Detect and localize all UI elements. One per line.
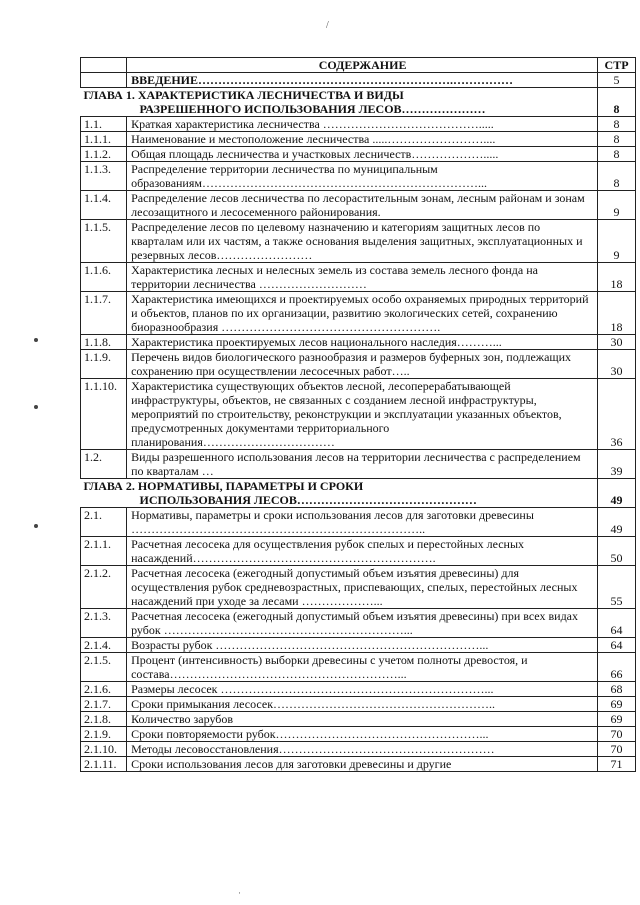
toc-row <box>81 566 636 609</box>
toc-chapter-row <box>81 88 636 117</box>
toc-row-page: 70 <box>598 727 636 742</box>
toc-row-number: 1.1.9. <box>81 350 127 379</box>
toc-row-title: Сроки повторяемости рубок……………………………………………... <box>127 727 598 742</box>
toc-row <box>81 220 636 263</box>
toc-chapter-title <box>81 88 598 117</box>
chapter-title-line-2: РАЗРЕШЕННОГО ИСПОЛЬЗОВАНИЯ ЛЕСОВ………………… <box>139 102 486 116</box>
toc-row-page: 39 <box>598 450 636 479</box>
toc-row <box>81 263 636 292</box>
toc-row-page: 68 <box>598 682 636 697</box>
toc-row-page: 36 <box>598 379 636 450</box>
toc-row <box>81 697 636 712</box>
toc-row-title: Возрасты рубок …………………………………………………………... <box>127 638 598 653</box>
toc-row-title: Количество зарубов <box>127 712 598 727</box>
toc-row-number: 1.1. <box>81 117 127 132</box>
toc-row-number: 1.1.5. <box>81 220 127 263</box>
toc-row-number: 2.1.7. <box>81 697 127 712</box>
chapter-title-line-2: ИСПОЛЬЗОВАНИЯ ЛЕСОВ……………………………………… <box>139 493 477 507</box>
toc-row-title: Распределение территории лесничества по муниципальным образованиям……………………………………………………………... <box>127 162 598 191</box>
toc-chapter-title <box>81 479 598 508</box>
toc-row-title: Распределение лесов по целевому назначению и категориям защитных лесов по кварталам или их частям, а также основания выделения защитных, эксплуатационных и резервных лесов…………………… <box>127 220 598 263</box>
toc-row <box>81 450 636 479</box>
toc-row-title: Характеристика имеющихся и проектируемых особо охраняемых природных территорий и объектов, планов по их организации, развитию экологических сетей, сохранению биоразнообразия ………………………………………………. <box>127 292 598 335</box>
toc-header-row <box>81 58 636 73</box>
toc-row-title: Характеристика лесных и нелесных земель из состава земель лесного фонда на территории лесничества ……………………… <box>127 263 598 292</box>
toc-row-page: 64 <box>598 609 636 638</box>
toc-row-title: Краткая характеристика лесничества …………………………………..... <box>127 117 598 132</box>
page-column-header: СТР <box>598 58 636 73</box>
toc-row <box>81 191 636 220</box>
toc-row-number: 2.1.9. <box>81 727 127 742</box>
toc-row-page: 55 <box>598 566 636 609</box>
toc-row-number: 2.1.5. <box>81 653 127 682</box>
toc-row <box>81 335 636 350</box>
toc-row-number: 2.1.4. <box>81 638 127 653</box>
toc-row-number: 2.1.3. <box>81 609 127 638</box>
toc-row <box>81 162 636 191</box>
toc-title: СОДЕРЖАНИЕ <box>127 58 598 73</box>
margin-dot <box>34 405 38 409</box>
toc-row-number: 2.1.1. <box>81 537 127 566</box>
toc-chapter-row <box>81 479 636 508</box>
toc-row <box>81 653 636 682</box>
toc-row <box>81 742 636 757</box>
toc-row-number: 1.1.10. <box>81 379 127 450</box>
toc-row-number: 1.1.3. <box>81 162 127 191</box>
toc-row-page: 5 <box>598 73 636 88</box>
toc-row-page: 9 <box>598 191 636 220</box>
toc-row <box>81 727 636 742</box>
toc-row-page: 8 <box>598 147 636 162</box>
toc-row-title: Распределение лесов лесничества по лесорастительным зонам, лесным районам и зонам лесозащитного и лесосеменного районирования. <box>127 191 598 220</box>
toc-row-page: 49 <box>598 508 636 537</box>
toc-row-title: Сроки использования лесов для заготовки древесины и другие <box>127 757 598 772</box>
toc-row <box>81 147 636 162</box>
toc-row-page: 70 <box>598 742 636 757</box>
toc-row-title: Сроки примыкания лесосек……………………………………………….. <box>127 697 598 712</box>
toc-row-page: 30 <box>598 350 636 379</box>
toc-row-number: 1.2. <box>81 450 127 479</box>
margin-dot <box>34 524 38 528</box>
toc-row-page: 69 <box>598 697 636 712</box>
toc-row <box>81 350 636 379</box>
toc-row <box>81 292 636 335</box>
toc-row-title: Расчетная лесосека (ежегодный допустимый объем изъятия древесины) при всех видах рубок ……………………………………………………... <box>127 609 598 638</box>
toc-row-title: Наименование и местоположение лесничества .....…………………….... <box>127 132 598 147</box>
chapter-title-line-1: ГЛАВА 1. ХАРАКТЕРИСТИКА ЛЕСНИЧЕСТВА И ВИДЫ <box>83 88 404 102</box>
toc-row-title: Характеристика проектируемых лесов национального наследия………... <box>127 335 598 350</box>
toc-row-title: Процент (интенсивность) выборки древесины с учетом полноты древостоя, и состава…………………………………………………... <box>127 653 598 682</box>
toc-row-number: 1.1.1. <box>81 132 127 147</box>
toc-row-page: 69 <box>598 712 636 727</box>
toc-row-number: 2.1. <box>81 508 127 537</box>
toc-row-number <box>81 73 127 88</box>
chapter-title-line-1: ГЛАВА 2. НОРМАТИВЫ, ПАРАМЕТРЫ И СРОКИ <box>83 479 364 493</box>
toc-row-number: 2.1.2. <box>81 566 127 609</box>
toc-row-title: Расчетная лесосека (ежегодный допустимый объем изъятия древесины) для осуществления рубок средневозрастных, приспевающих, спелых, перестойных лесных насаждений при уходе за лесами ………………... <box>127 566 598 609</box>
margin-dot <box>34 338 38 342</box>
scan-mark-bottom: · <box>238 888 241 898</box>
toc-row <box>81 682 636 697</box>
toc-row-page: 49 <box>598 479 636 508</box>
toc-row-number: 1.1.4. <box>81 191 127 220</box>
toc-row <box>81 712 636 727</box>
toc-row <box>81 117 636 132</box>
toc-row-page: 9 <box>598 220 636 263</box>
toc-row <box>81 757 636 772</box>
toc-row-number: 1.1.6. <box>81 263 127 292</box>
toc-row <box>81 537 636 566</box>
toc-row-title: Виды разрешенного использования лесов на территории лесничества с распределением по кварталам … <box>127 450 598 479</box>
toc-row-number: 1.1.7. <box>81 292 127 335</box>
toc-row <box>81 132 636 147</box>
table-of-contents <box>80 57 636 772</box>
toc-row-number: 2.1.10. <box>81 742 127 757</box>
toc-row-title: Перечень видов биологического разнообразия и размеров буферных зон, подлежащих сохранению при осуществлении лесосечных работ….. <box>127 350 598 379</box>
toc-row-title: Характеристика существующих объектов лесной, лесоперерабатывающей инфраструктуры, объектов, не связанных с созданием лесной инфраструктуры, мероприятий по строительству, реконструкции и эксплуатации указанных объектов, предусмотренных документами территориального планирования…………………………… <box>127 379 598 450</box>
toc-row-page: 71 <box>598 757 636 772</box>
toc-row <box>81 609 636 638</box>
toc-row-page: 8 <box>598 117 636 132</box>
toc-row-page: 8 <box>598 88 636 117</box>
scan-mark: / <box>326 20 329 31</box>
toc-row-page: 8 <box>598 162 636 191</box>
toc-row-page: 18 <box>598 263 636 292</box>
toc-row-number: 1.1.2. <box>81 147 127 162</box>
toc-row-page: 66 <box>598 653 636 682</box>
toc-row-number: 2.1.6. <box>81 682 127 697</box>
header-num-cell <box>81 58 127 73</box>
toc-row-title: Размеры лесосек …………………………………………………………... <box>127 682 598 697</box>
toc-row-title: Общая площадь лесничества и участковых лесничеств………………..... <box>127 147 598 162</box>
toc-row-number: 2.1.11. <box>81 757 127 772</box>
toc-row-page: 18 <box>598 292 636 335</box>
toc-row <box>81 508 636 537</box>
toc-row-title: Нормативы, параметры и сроки использования лесов для заготовки древесины ……………………………………………………………….. <box>127 508 598 537</box>
toc-row-page: 8 <box>598 132 636 147</box>
toc-row-title: Расчетная лесосека для осуществления рубок спелых и перестойных лесных насаждений……………………………………………………. <box>127 537 598 566</box>
toc-row-page: 50 <box>598 537 636 566</box>
toc-row-number: 2.1.8. <box>81 712 127 727</box>
toc-row <box>81 638 636 653</box>
toc-intro-title: ВВЕДЕНИЕ……………………………………………………….…………… <box>127 73 598 88</box>
toc-row <box>81 73 636 88</box>
toc-row-page: 30 <box>598 335 636 350</box>
toc-row <box>81 379 636 450</box>
toc-row-number: 1.1.8. <box>81 335 127 350</box>
toc-row-page: 64 <box>598 638 636 653</box>
toc-row-title: Методы лесовосстановления……………………………………………… <box>127 742 598 757</box>
